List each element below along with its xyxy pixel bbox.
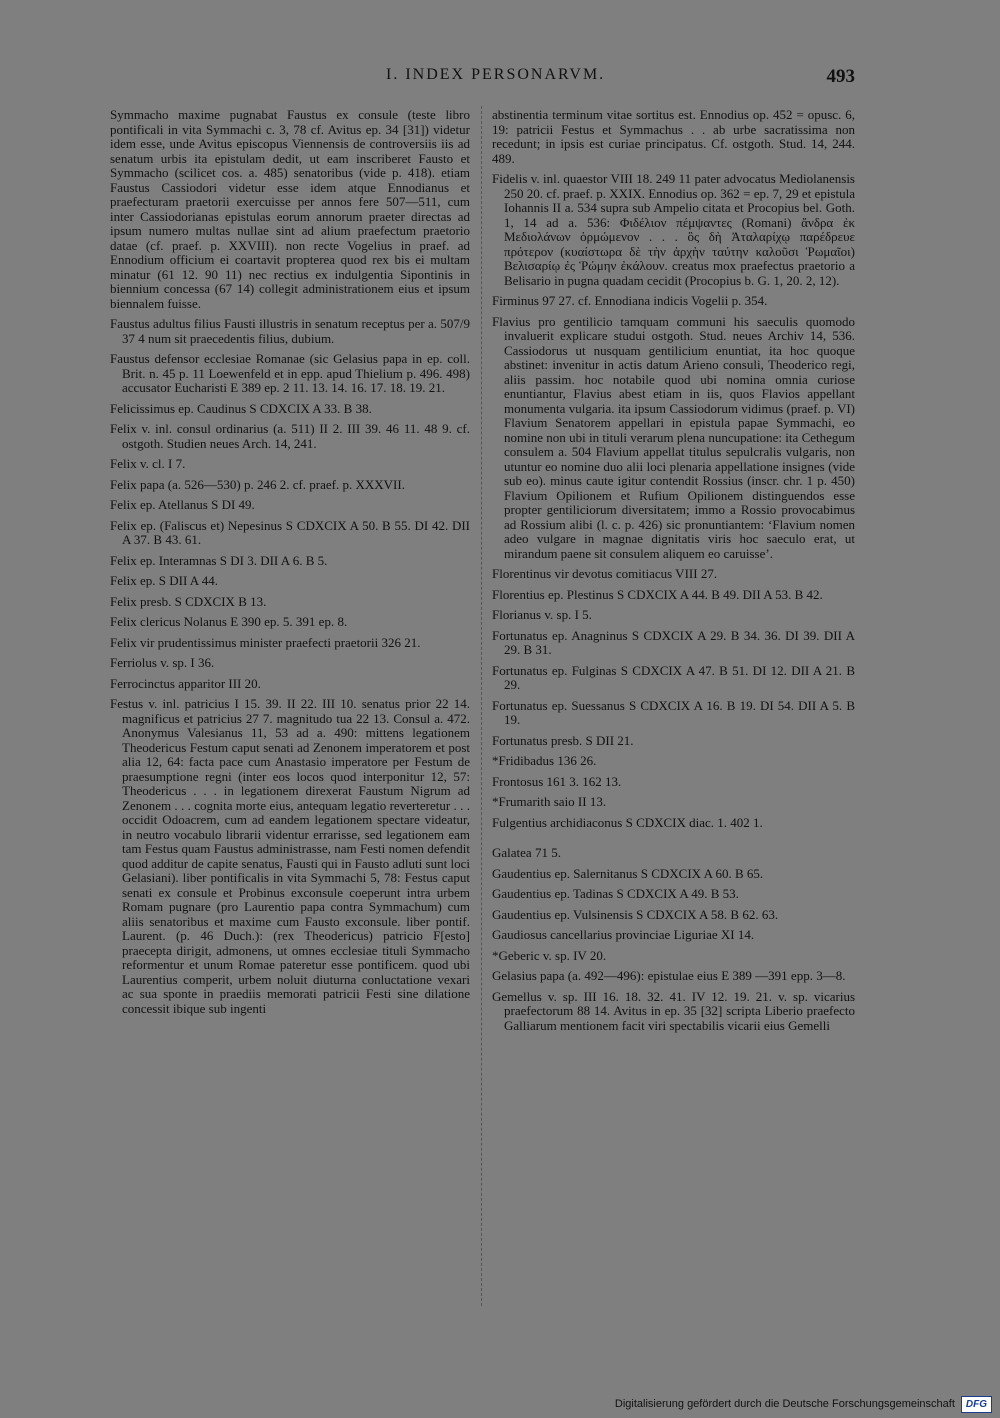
footer-credit: Digitalisierung gefördert durch die Deutsche Forschungsgemeinschaft xyxy=(614,1398,955,1410)
index-entry: Felix presb. S CDXCIX B 13. xyxy=(110,593,267,609)
index-entry: *Geberic v. sp. IV 20. xyxy=(492,947,607,963)
index-entry: Felix papa (a. 526—530) p. 246 2. cf. praef. p. XXXVII. xyxy=(110,476,405,492)
index-entry: Gaudentius ep. Salernitanus S CDXCIX A 60. B 65. xyxy=(492,865,764,881)
index-entry: Frontosus 161 3. 162 13. xyxy=(492,773,622,789)
index-entry: *Frumarith saio II 13. xyxy=(492,794,607,809)
column-divider xyxy=(481,106,482,1306)
footer xyxy=(0,1390,1000,1418)
index-entry: Gaudentius ep. Tadinas S CDXCIX A 49. B 53. xyxy=(492,886,739,901)
index-entry: Felicissimus ep. Caudinus S CDXCIX A 33. B 38. xyxy=(110,400,372,416)
index-entry: Felix vir prudentissimus minister praefecti praetorii 326 21. xyxy=(110,634,421,650)
index-entry: Fortunatus ep. Fulginas S CDXCIX A 47. B 51. DI 12. DII A 21. B 29. xyxy=(492,662,855,692)
index-entry: Florentinus vir devotus comitiacus VIII 27. xyxy=(492,566,718,581)
index-entry: Fortunatus presb. S DII 21. xyxy=(492,732,634,748)
index-entry: Florianus v. sp. I 5. xyxy=(492,607,592,622)
running-header: I. INDEX PERSONARVM. xyxy=(386,66,606,83)
left-column xyxy=(110,108,470,1022)
index-entry: Fulgentius archidiaconus S CDXCIX diac. 1. 402 1. xyxy=(492,814,763,830)
index-entry: Flavius pro gentilicio tamquam communi his saeculis quomodo invaluerit explicare studui ostgoth. Stud. neues Archiv 14, 536. Cassiodorus ut nusquam gentilicium enuntiat, ita hoc quoque abstinet: invenitur in actis datum Arieno consuli, Theoderico regi, aliis passim. hoc notabile quod ubi nomina omnia curiose enuntiantur, Flavius abest etiam in iis, quos Flavios appellant monumenta vulgaria. ita ipsum Cassiodorum vidimus (praef. p. VI) Flavium Senatorem appellari in epistula papae Symmachi, eo nomine non ubi in tituli verarum plena nuncupatione: ita Cethegum consulem a. 504 Flavium appellat titulus sepulcralis vulgaris, non utuntur eo nomine duo alii loci plenaria appellatione insignes (vide sub eo). minus caute igitur contendit Rossius (inscr. chr. 1 p. 450) Flavium Opilionem et Rufium Opilionem distinguendos esse propter gentiliciorum diversitatem; immo a Rossio provocabimus ad Rossium alibi (l. c. p. 426) sic pronuntiantem: ‘Flavium nomen adeo vulgare in magnae dignitatis viris hoc saeculo erat, ut mirandum paene sit consulem aliquem eo caruisse’. xyxy=(492,313,855,561)
index-entry: Festus v. inl. patricius I 15. 39. II 22. III 10. senatus prior 22 14. magnificus et patricius 27 7. magnitudo tua 22 13. Consul a. 472. Anonymus Valesianus 11, 53 ad a. 490: mittens legationem Theodericus Festum caput senati ad Zenonem imperatorem et post alia 12, 64: facta pace cum Anastasio imperatore per Festum de praesumptione regni (inter eos locos quod interponitur 12, 57: Theodericus . . . in legationem direxerat Faustum Nigrum ad Zenonem . . . cognita morte eius, antequam legatio reverteretur . . . occidit Odoacrem, cum ad eandem legationem spectare videatur, in neutro vocabulo librarii videntur errarisse, sed legationem eam tam Festus quam Faustus administrasse, nam Festi nomen defendit quod additur de capite senatus, Fausti qui in Fausto adluti sunt loci Gelasiani). liber pontificalis in vita Symmachi 5, 78: Festus caput senati ex consule et Probinus exconsule coeperunt intra urbem Romam pugnare (pro Laurentio papa contra Symmachum) cum aliis senatoribus et maxime cum Fausto exconsule. liber pontif. Laurent. (p. 46 Duch.): (rex Theodericus) patricio F[esto] praecepta dirigit, admonens, ut omnes ecclesiae tituli Symmacho reformentur et unum Romae pateretur esse pontificem. quod ubi Laurentius comperit, urbem noluit diuturna conluctatione vexari ac sua sponte in praediis memorati patricii Festi sine dilatione concessit ibique sub ingenti xyxy=(110,696,470,1016)
index-entry: Fortunatus ep. Anagninus S CDXCIX A 29. B 34. 36. DI 39. DII A 29. B 31. xyxy=(492,627,855,657)
index-entry: Gaudentius ep. Vulsinensis S CDXCIX A 58. B 62. 63. xyxy=(492,906,779,922)
index-entry: *Fridibadus 136 26. xyxy=(492,753,597,768)
page-number: 493 xyxy=(826,66,855,87)
index-entry: Felix ep. S DII A 44. xyxy=(110,573,218,588)
index-entry: Firminus 97 27. cf. Ennodiana indicis Vogelii p. 354. xyxy=(492,293,768,308)
index-entry: Faustus adultus filius Fausti illustris in senatum receptus per a. 507/9 37 4 num sit praecedentis filius, dubium. xyxy=(110,316,470,346)
right-column xyxy=(492,108,855,1039)
index-entry: Ferriolus v. sp. I 36. xyxy=(110,655,215,670)
index-entry: Gelasius papa (a. 492—496): epistulae eius E 389 —391 epp. 3—8. xyxy=(492,968,846,983)
index-entry: Felix ep. Interamnas S DI 3. DII A 6. B 5. xyxy=(110,552,328,568)
dfg-logo: DFG xyxy=(961,1396,992,1413)
index-entry: Felix ep. (Faliscus et) Nepesinus S CDXCIX A 50. B 55. DI 42. DII A 37. B 43. 61. xyxy=(110,517,470,547)
index-entry: Felix v. cl. I 7. xyxy=(110,456,186,471)
index-entry: Felix clericus Nolanus E 390 ep. 5. 391 ep. 8. xyxy=(110,614,348,629)
index-entry: Gemellus v. sp. III 16. 18. 32. 41. IV 12. 19. 21. v. sp. vicarius praefectorum 88 14. Avitus in ep. 35 [32] scripta Liberio praefecto Galliarum mentionem facit viri spectabilis vicarii eius Gemelli xyxy=(492,988,855,1033)
index-entry: Ferrocinctus apparitor III 20. xyxy=(110,675,261,691)
index-entry: Fidelis v. inl. quaestor VIII 18. 249 11 pater advocatus Mediolanensis 250 20. cf. praef. p. XXIX. Ennodius op. 362 = ep. 7, 29 et epistula Iohannis II a. 534 supra sub Ampelio citata et Procopius bel. Goth. 1, 14 ad a. 536: Φιδέλιον πέμψαντες (Romani) ἄνδρα ἐκ Μεδιολάνων ὁρμώμενον . . . ὃς δὴ Ἀταλαρίχῳ παρέδρευε πρότερον (κυαίστωρα δὲ τὴν ἀρχὴν ταύτην καλοῦσι Ῥωμαῖοι) Βελισαρίῳ ἐς Ῥώμην ἐκάλουν. creatus mox praefectus praetorio a Belisario in pugna quadam cecidit (Procopius b. G. 1, 20. 2, 12). xyxy=(492,171,855,288)
index-entry: Florentius ep. Plestinus S CDXCIX A 44. B 49. DII A 53. B 42. xyxy=(492,586,823,602)
index-entry: Fortunatus ep. Suessanus S CDXCIX A 16. B 19. DI 54. DII A 5. B 19. xyxy=(492,697,855,727)
index-entry: Gaudiosus cancellarius provinciae Liguriae XI 14. xyxy=(492,927,755,942)
index-entry: Felix v. inl. consul ordinarius (a. 511) II 2. III 39. 46 11. 48 9. cf. ostgoth. Studien neues Arch. 14, 241. xyxy=(110,421,470,451)
index-entry: Galatea 71 5. xyxy=(492,845,561,860)
index-entry: Symmacho maxime pugnabat Faustus ex consule (teste libro pontificali in vita Symmachi c. 3, 78 cf. Avitus ep. 34 [31]) videtur idem esse, unde Avitus episcopus Viennensis de controversiis iis ad senatum urbis ita epistulam dedit, ut eam inscriberet Fausto et Symmacho (scilicet cos. a. 485) senatoribus (vide p. 418). etiam Faustus Cassiodori videtur esse idem atque Ennodianus et praefecturam praetorii exercuisse per annos fere 507—511, cum inter Cassiodorianas epistulas eorum annorum praeter directas ad ipsum numero multas nullae sint ad alium praefectum praetorio datae (cf. praef. p. XXVIII). non recte Vogelius in praef. ad Ennodium officium ei coartavit propterea quod rex bis ei multam minatur (61 12. 90 11) nec rectius ex indulgentia Sipontinis in biennium concessa (67 14) collegit administrationem eius et ipsum biennalem fuisse. xyxy=(110,107,470,311)
index-entry: Felix ep. Atellanus S DI 49. xyxy=(110,497,255,512)
index-entry: Faustus defensor ecclesiae Romanae (sic Gelasius papa in ep. coll. Brit. n. 45 p. 11 Loewenfeld et in epp. apud Thielium p. 496. 498) accusator Eucharisti E 389 ep. 2 11. 13. 14. 16. 17. 18. 19. 21. xyxy=(110,351,470,395)
index-entry: abstinentia terminum vitae sortitus est. Ennodius op. 452 = opusc. 6, 19: patricii Festus et Symmachus . . ab urbe sacratissima non recedunt; in ipsis est curiae principatus. Cf. ostgoth. Stud. 14, 244. 489. xyxy=(492,107,855,166)
